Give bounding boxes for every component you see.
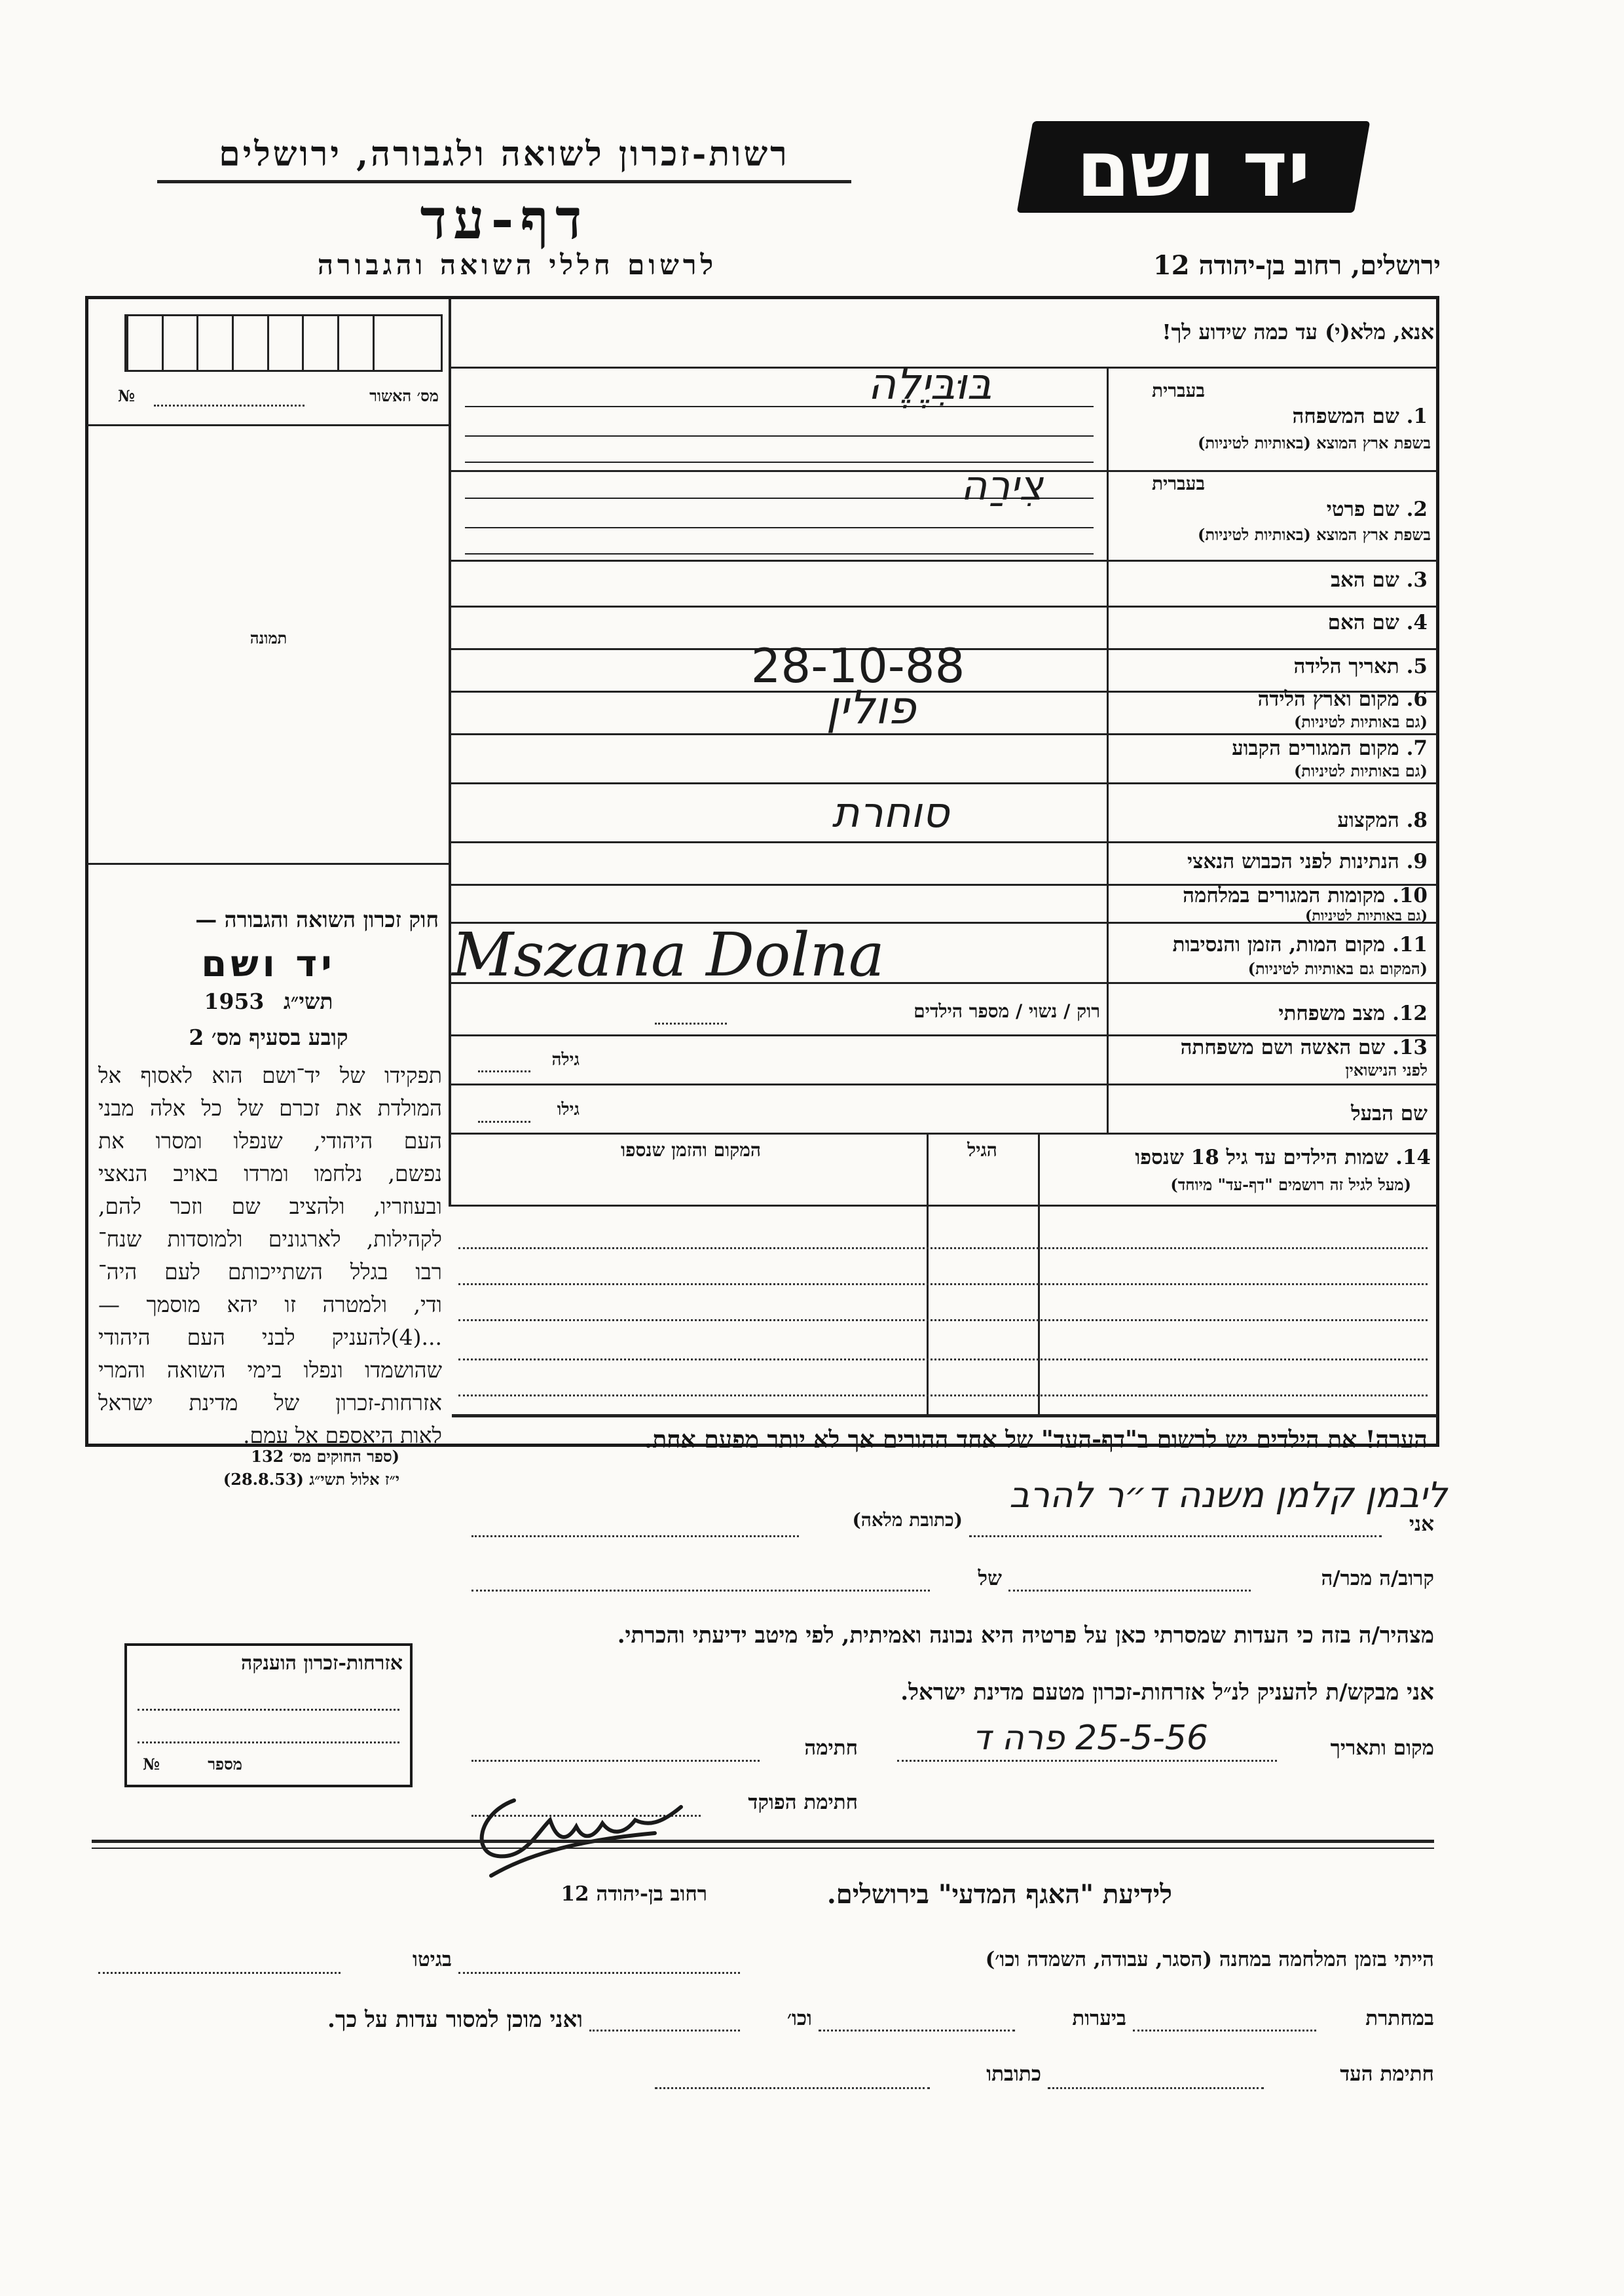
children-label: 14. שמות הילדים עד גיל 18 שנספו (1135, 1146, 1431, 1169)
law-text-line: המולדת את זכרם של כל אלה מבני (98, 1095, 442, 1121)
law-source: (ספר החוקים מס׳ 132 (251, 1447, 399, 1466)
field-occupation-value[interactable]: סוחרת (832, 789, 950, 837)
field-marital-status-label: 12. מצב משפחתי (1278, 1002, 1428, 1025)
law-clause: קובע בסעיף מס׳ 2 (189, 1025, 348, 1050)
field-father-name-label: 3. שם האב (1331, 568, 1428, 592)
field-occupation-label: 8. המקצוע (1337, 809, 1428, 832)
declaration-i-label: אני (1409, 1512, 1434, 1536)
notice-address: רחוב בן-יהודה 12 (561, 1882, 707, 1906)
relative-field[interactable] (1008, 1590, 1251, 1592)
notice-camp-text: הייתי בזמן המלחמה במחנה (הסגר, עבודה, השמדה וכו׳) (985, 1948, 1434, 1971)
husband-age-label: גילו (557, 1100, 580, 1120)
wife-age-field[interactable] (478, 1070, 530, 1072)
field-wife-name-label: 13. שם האשה ושם משפחתה (1180, 1036, 1428, 1059)
declaration-name-value[interactable]: ליבמן קלמן משנה ד״ר להרב (1009, 1474, 1447, 1516)
notice-title: לידיעת "האגף המדעי" בירושלים. (826, 1879, 1172, 1910)
field-mother-name-label: 4. שם האם (1327, 611, 1428, 634)
declaration-name-field[interactable] (969, 1535, 1382, 1537)
law-heading: חוק זכרון השואה והגבורה — (195, 907, 439, 932)
photo-separator (87, 863, 449, 865)
native-lang-note: בשפת ארץ המוצא (באותיות לטיניות) (1198, 525, 1431, 544)
of-label: של (978, 1567, 1002, 1590)
relative-label: קרוב/ה מכר/ה (1321, 1567, 1434, 1590)
field-birth-place-label: 6. מקום וארץ הלידה (1257, 687, 1428, 711)
approval-no-sign: № (118, 386, 136, 405)
latin-note: (גם באותיות לטיניות) (1304, 907, 1428, 924)
law-text (98, 1059, 442, 1452)
label-divider (1107, 367, 1109, 1133)
children-count-field[interactable] (655, 1023, 727, 1025)
place-date-label: מקום ותאריך (1330, 1736, 1434, 1760)
children-note: (מעל לגיל זה רושמים "דף-עד" מיוחד) (1170, 1175, 1411, 1194)
law-text-line: לקהילות, לארגונים ולמוסדות שנח־ (98, 1226, 442, 1252)
notice-ghetto-field[interactable] (98, 1972, 341, 1974)
form-instruction: אנא, מלא(י) עד כמה שידוע לך! (1162, 319, 1434, 344)
witness-signature-label: חתימת העד (1340, 2062, 1434, 2086)
law-text-line: שהושמדו ונפלו בימי השואה והמרי (98, 1357, 442, 1383)
law-text-line: רבו בגלל השתייכותם לעם היה־ (98, 1259, 442, 1285)
law-year-hebrew: תשי״ג (283, 989, 333, 1014)
field-family-name-value[interactable]: בּוּבִּיֶלֶה (868, 359, 992, 409)
declaration-statement: מצהיר/ה בזה כי העדות שמסרתי כאן על פרטיה היא נכונה ואמיתית, לפי מיטב ידיעתי והכרתי. (617, 1622, 1434, 1649)
field-birth-place-value[interactable]: פולין (826, 681, 916, 735)
approval-number-field[interactable] (154, 405, 304, 407)
law-text-line: תפקידו של יד־ושם הוא לאסוף אל (98, 1063, 442, 1088)
notice-ghetto-label: בגיטו (413, 1948, 452, 1971)
in-hebrew-label: בעברית (1151, 473, 1205, 494)
law-text-line: העם היהודי, שנפלו ומסרו את (98, 1128, 442, 1154)
authority-name: רשות-זכרון לשואה ולגבורה, ירושלים (219, 134, 790, 174)
field-birth-date-label: 5. תאריך הלידה (1293, 655, 1428, 678)
law-text-line: אזרחות-זכרון של מדינת ישראל (98, 1390, 442, 1415)
citizenship-line[interactable] (138, 1741, 399, 1743)
approval-separator (87, 424, 449, 426)
notice-etc-field[interactable] (589, 2030, 740, 2032)
law-source-date: י״ז אלול תשי״ג (28.8.53) (223, 1470, 399, 1489)
notice-forests-label: ביערות (1072, 2007, 1126, 2030)
notice-camp-field[interactable] (458, 1972, 740, 1974)
children-row[interactable] (458, 1247, 1428, 1249)
law-name: יד ושם (201, 943, 336, 985)
wife-age-label: גילה (551, 1050, 580, 1070)
declaration-request: אני מבקש/ת להעניק לנ״ל אזרחות-זכרון מטעם מדינת ישראל. (900, 1679, 1434, 1705)
law-text-line: לאות היאספם אל עמם. (243, 1423, 442, 1448)
husband-age-field[interactable] (478, 1121, 530, 1123)
children-row[interactable] (458, 1283, 1428, 1285)
full-address-label: (כתובת מלאה) (852, 1509, 963, 1531)
children-row[interactable] (458, 1358, 1428, 1360)
notice-testimony-text: ואני מוכן למסור עדות על כך. (327, 2007, 583, 2033)
photo-area[interactable] (92, 429, 445, 854)
field-birth-date-value[interactable]: 28-10-88 (750, 638, 965, 693)
witness-address-field[interactable] (655, 2087, 930, 2089)
citizenship-box-title: אזרחות-זכרון הוענקה (240, 1652, 403, 1675)
husband-label: שם הבעל (1351, 1102, 1428, 1125)
approval-boxes (124, 314, 443, 372)
citizenship-number-label: מספר (208, 1755, 242, 1774)
signature-label: חתימה (804, 1736, 858, 1760)
citizenship-no-sign: № (143, 1755, 160, 1774)
notice-forests-field[interactable] (819, 2030, 1015, 2032)
form-title: דף-עד (420, 187, 589, 251)
approval-label: מס׳ האשור (369, 386, 439, 405)
citizenship-line[interactable] (138, 1709, 399, 1711)
law-year: 1953 (204, 989, 265, 1014)
field-first-name-value[interactable]: צִירַה (960, 462, 1044, 509)
children-row[interactable] (458, 1319, 1428, 1321)
death-place-note: (המקום גם באותיות לטיניות) (1247, 959, 1428, 978)
notice-etc-label: וכו׳ (786, 2007, 812, 2030)
address: ירושלים, רחוב בן-יהודה 12 (1153, 250, 1441, 281)
place-date-field[interactable] (897, 1760, 1277, 1762)
native-lang-note: בשפת ארץ המוצא (באותיות לטיניות) (1198, 433, 1431, 452)
field-residence-label: 7. מקום המגורים הקבוע (1232, 737, 1428, 760)
law-text-line: ובעוזריו, ולהציב שם וזכר להם, (98, 1194, 442, 1219)
remark: הערה! את הילדים יש לרשום ב"דף-העד" של אחד ההורים אך לא יותר מפעם אחת. (644, 1426, 1428, 1453)
field-family-name-label: 1. שם המשפחה (1292, 405, 1428, 428)
full-address-field[interactable] (471, 1535, 799, 1537)
place-date-value[interactable]: 25-5-56 פרה ד (972, 1719, 1209, 1758)
witness-address-label: כתובתו (986, 2062, 1041, 2086)
children-age-header: הגיל (967, 1139, 997, 1161)
field-first-name-label: 2. שם פרטי (1326, 498, 1428, 521)
latin-note: (גם באותיות לטיניות) (1293, 761, 1428, 780)
photo-label: תמונה (249, 629, 287, 647)
form-subtitle: לרשום חללי השואה והגבורה (317, 249, 718, 281)
official-signature-label: חתימת הפוקד (748, 1791, 858, 1814)
children-place-header: המקום והזמן שנספו (621, 1139, 761, 1161)
in-hebrew-label: בעברית (1151, 380, 1205, 401)
law-text-line: ודי, ולמטרה זו יהא מוסמך — (98, 1292, 442, 1317)
law-text-line: ...(4)להעניק לבני העם היהודי (98, 1324, 442, 1350)
field-wartime-residence-label: 10. מקומות המגורים במלחמה (1183, 884, 1428, 907)
witness-signature-field[interactable] (1048, 2087, 1264, 2089)
maiden-note: לפני הנישואין (1345, 1061, 1428, 1080)
official-signature-scribble (452, 1761, 714, 1892)
field-nationality-label: 9. הנתינות לפני הכבוש הנאצי (1187, 850, 1428, 873)
notice-partisans-label: במחתרת (1365, 2007, 1434, 2030)
field-death-place-value[interactable]: Mszana Dolna (452, 920, 885, 990)
sidebar-divider (449, 298, 451, 1205)
logo-text: יד ושם (1076, 124, 1311, 214)
latin-note: (גם באותיות לטיניות) (1293, 712, 1428, 731)
children-row[interactable] (458, 1394, 1428, 1396)
field-death-place-label: 11. מקום המות, הזמן והנסיבות (1172, 933, 1428, 957)
law-year-row (98, 989, 439, 1015)
law-text-line: נפשם, נלחמו ומרדו באויב הנאצי (98, 1161, 442, 1186)
marital-options: רוק / נשוי / מספר הילדים (913, 1000, 1100, 1022)
authority-underline (157, 180, 851, 183)
of-field[interactable] (471, 1590, 930, 1592)
notice-partisans-field[interactable] (1133, 2030, 1316, 2032)
